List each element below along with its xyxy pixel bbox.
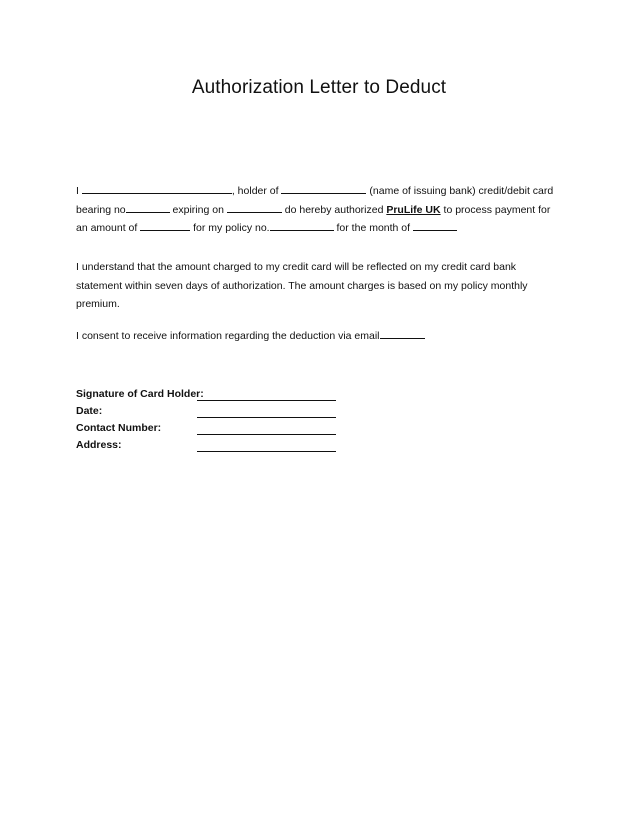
authorization-paragraph [76, 182, 576, 238]
expiring-on-text: expiring on [172, 203, 224, 216]
amount-blank[interactable] [140, 219, 190, 231]
issuing-bank-blank[interactable] [281, 182, 366, 194]
pronoun-text: I [76, 185, 79, 197]
for-month-text: for the month of [336, 222, 411, 234]
email-blank[interactable] [380, 327, 425, 339]
page-title: Authorization Letter to Deduct [191, 77, 447, 98]
paragraph-line: premium. [76, 298, 120, 310]
brand-name: PruLife UK [386, 203, 441, 216]
paragraph-line [76, 327, 576, 346]
paragraph-line [76, 219, 576, 238]
expiry-date-blank[interactable] [227, 201, 282, 213]
paragraph-line [76, 201, 576, 220]
statement-paragraph [76, 258, 576, 314]
address-label: Address: [76, 439, 122, 451]
date-blank[interactable] [197, 417, 336, 418]
to-process-text: to process payment for [443, 203, 551, 216]
signature-blank[interactable] [197, 400, 336, 401]
month-blank[interactable] [413, 219, 457, 231]
contact-label: Contact Number: [76, 422, 162, 434]
date-label: Date: [76, 405, 103, 417]
paragraph-line [76, 182, 576, 201]
for-policy-text: for my policy no. [193, 222, 270, 234]
paragraph-line: statement within seven days of authorization. The amount charges is based on my policy monthly [76, 279, 528, 292]
signature-label: Signature of Card Holder: [76, 388, 204, 400]
address-blank[interactable] [197, 451, 336, 452]
bearing-no-text: bearing no [76, 203, 126, 216]
policy-number-blank[interactable] [270, 219, 334, 231]
issuing-bank-text: (name of issuing bank) credit/debit card [369, 185, 554, 197]
amount-of-text: an amount of [76, 222, 138, 234]
do-hereby-text: do hereby authorized [284, 203, 384, 216]
holder-of-text: , holder of [231, 185, 279, 197]
paragraph-line: I understand that the amount charged to my credit card will be reflected on my credit card bank [76, 261, 517, 273]
contact-blank[interactable] [197, 434, 336, 435]
card-number-blank[interactable] [126, 201, 170, 213]
cardholder-name-blank[interactable] [82, 182, 232, 194]
consent-paragraph [76, 327, 576, 346]
consent-text: I consent to receive information regarding the deduction via email [76, 330, 380, 342]
